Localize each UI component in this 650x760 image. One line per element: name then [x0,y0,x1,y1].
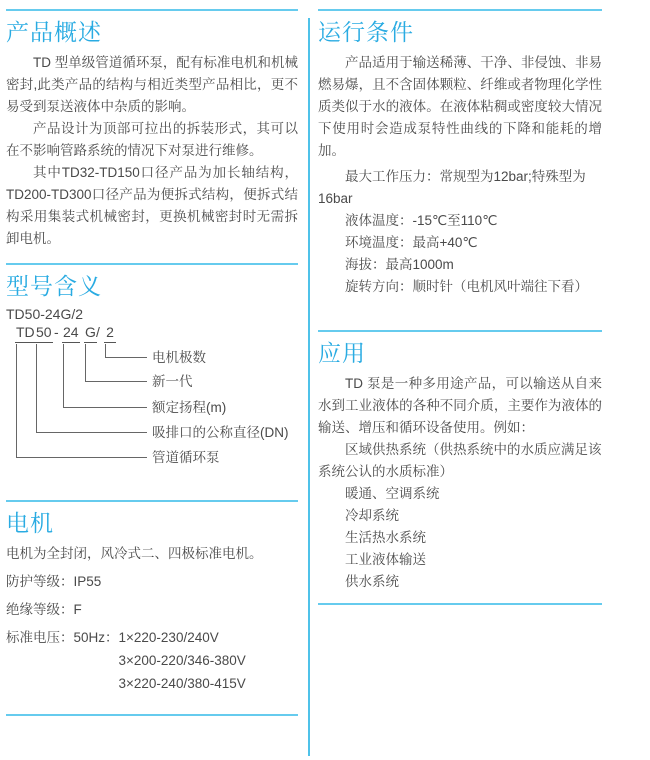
right-column [318,0,602,605]
model-segment-generation: G [84,325,97,343]
voltage-value: 3×220-240/380-415V [118,676,246,691]
section-rule [318,603,602,605]
model-separator-dash: - [54,324,59,340]
spec-rotation-direction: 旋转方向：顺时针（电机风叶端往下看） [345,279,588,294]
application-item: 暖通、空调系统 [345,486,440,501]
application-item: 工业液体输送 [345,552,426,567]
column-divider-line [308,18,310,756]
spec-ambient-temperature: 环境温度：最高+40℃ [345,235,478,250]
operating-conditions-specs [318,166,602,298]
model-code-text: TD50-24G/2 [6,306,84,322]
model-segment-head: 24 [62,325,80,343]
section-title-product-overview: 产品概述 [6,19,102,45]
section-rule [6,263,298,265]
application-list [318,439,602,593]
product-overview-paragraph: 产品设计为顶部可拉出的拆装形式，其可以在不影响管路系统的情况下对泵进行维修。 [6,121,298,158]
model-code-diagram [6,325,298,473]
diagram-label-pipeline-pump: 管道循环泵 [152,450,220,465]
connector-line [16,344,147,458]
left-column [6,0,298,716]
model-separator-slash: / [96,324,100,340]
diagram-label-motor-poles: 电机极数 [152,350,206,365]
spec-altitude: 海拔：最高1000m [345,257,454,272]
motor-spec-protection: 防护等级：IP55 [6,574,102,589]
diagram-label-new-generation: 新一代 [152,374,193,389]
motor-spec-insulation: 绝缘等级：F [6,602,82,617]
standard-voltage-block [6,627,298,696]
application-item: 供水系统 [345,574,399,589]
voltage-values [119,627,246,696]
spec-liquid-temperature: 液体温度：-15℃至110℃ [345,213,498,228]
application-item: 生活热水系统 [345,530,426,545]
application-item: 冷却系统 [345,508,399,523]
voltage-label: 标准电压：50Hz： [6,630,119,645]
section-rule [318,9,602,11]
product-overview-paragraph: TD 型单级管道循环泵，配有标准电机和机械密封,此类产品的结构与相近类型产品相比，更不易受到泵送液体中杂质的影响。 [6,55,298,114]
operating-conditions-paragraph: 产品适用于输送稀薄、干净、非侵蚀、非易燃易爆，且不含固体颗粒、纤维或者物理化学性质类似于水的液体。在液体粘稠或密度较大情况下使用时会造成泵特性曲线的下降和能耗的增加。 [318,55,602,158]
model-segment-diameter: 50 [35,325,53,343]
voltage-value: 1×220-230/240V [118,630,219,645]
spec-max-pressure: 最大工作压力：常规型为12bar;特殊型为16bar [318,169,586,206]
motor-intro-text: 电机为全封闭，风冷式二、四极标准电机。 [6,546,263,561]
model-segment-series: TD [15,325,36,343]
application-item: 区域供热系统（供热系统中的水质应满足该系统公认的水质标准） [318,442,602,479]
diagram-label-nominal-diameter: 吸排口的公称直径(DN) [152,425,289,440]
section-rule [6,500,298,502]
section-title-application: 应用 [318,340,366,366]
section-title-model-meaning: 型号含义 [6,273,102,299]
section-rule [6,9,298,11]
diagram-label-rated-head: 额定扬程(m) [152,400,227,415]
voltage-value: 3×200-220/346-380V [118,653,246,668]
section-rule [6,714,298,716]
application-paragraph: TD 泵是一种多用途产品，可以输送从自来水到工业液体的各种不同介质，主要作为液体的输送、增压和循环设备使用。例如： [318,376,602,435]
section-title-motor: 电机 [6,510,54,536]
section-title-operating-conditions: 运行条件 [318,19,414,45]
model-segment-poles: 2 [104,325,116,343]
section-rule [318,330,602,332]
product-overview-paragraph: 其中TD32-TD150口径产品为加长轴结构，TD200-TD300口径产品为便拆式结构，便拆式结构采用集装式机械密封，更换机械密封时无需拆卸电机。 [6,165,298,246]
